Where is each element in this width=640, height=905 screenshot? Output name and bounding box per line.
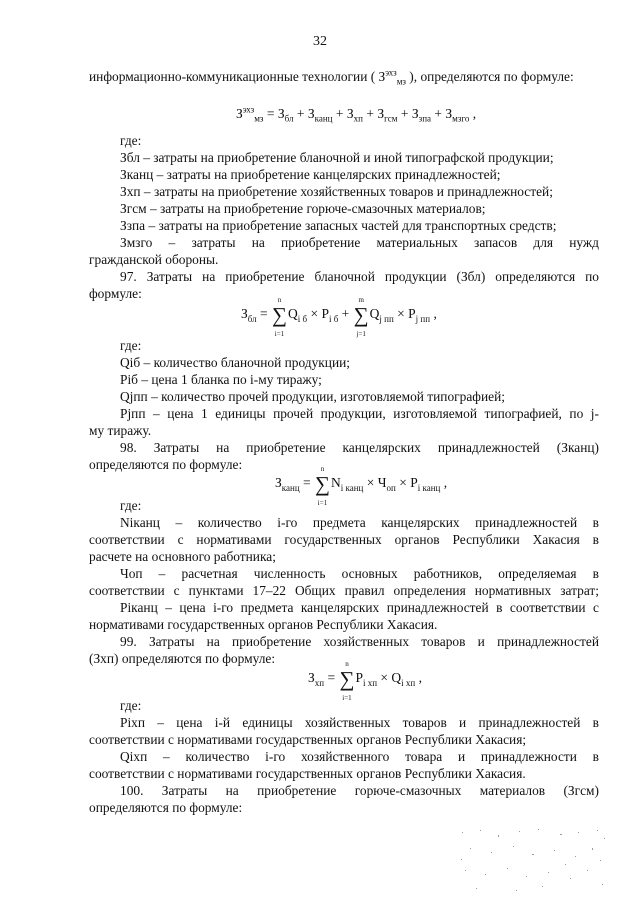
- definition-zgsm: Згсм – затраты на приобретение горюче-смазочных материалов;: [120, 201, 486, 216]
- definition-nikanc: Niканц – количество i-го предмета канцелярских принадлежностей в: [120, 515, 599, 530]
- definition-qihp: Qiхп – количество i-го хозяйственного товара и принадлежности в: [120, 749, 599, 764]
- definition-zmzgo: Змзго – затраты на приобретение материальных запасов для нужд: [120, 235, 599, 250]
- definition-pikanc-cont: нормативами государственных органов Республики Хакасия.: [89, 617, 438, 632]
- definition-pihp-cont: соответствии с нормативами государственных органов Республики Хакасия;: [89, 732, 527, 747]
- intro-line: информационно-коммуникационные технологии ( $З^{эхз}_{мз}$ ), определяются по формуле:: [89, 67, 574, 87]
- paragraph-100: 100. Затраты на приобретение горюче-смазочных материалов (Згсм): [120, 783, 599, 798]
- definition-qib: Qiб – количество бланочной продукции;: [120, 355, 350, 370]
- definition-zzpa: Ззпа – затраты на приобретение запасных частей для транспортных средств;: [120, 218, 557, 233]
- definition-nikanc-cont2: расчете на основного работника;: [89, 549, 276, 564]
- definition-pib: Piб – цена 1 бланка по i-му тиражу;: [120, 372, 322, 387]
- where-label-1: где:: [120, 133, 142, 148]
- definition-pjpp-cont: му тиражу.: [89, 423, 152, 438]
- scan-noise: [458, 826, 608, 894]
- definition-pihp: Piхп – цена i-й единицы хозяйственных товаров и принадлежностей в: [120, 715, 599, 730]
- formula-zbl: $З_{бл} = n$ ∑ $i=1Q_{i б} \times P_{i б} + m$ ∑ $j=1Q_{j пп} \times P_{j пп}$ ,: [241, 296, 437, 338]
- formula-zhp: $З_{хп} = n$ ∑ $i=1P_{i хп} \times Q_{i хп}$ ,: [308, 660, 422, 702]
- where-label-4: где:: [120, 698, 142, 713]
- definition-zhp: Зхп – затраты на приобретение хозяйственных товаров и принадлежностей;: [120, 184, 553, 199]
- page-number: 32: [313, 34, 327, 49]
- paragraph-98: 98. Затраты на приобретение канцелярских принадлежностей (Зканц): [120, 440, 599, 455]
- definition-qihp-cont: соответствии с нормативами государственных органов Республики Хакасия.: [89, 766, 526, 781]
- where-label-2: где:: [120, 338, 142, 353]
- paragraph-99-cont: (Зхп) определяются по формуле:: [89, 651, 276, 666]
- paragraph-97: 97. Затраты на приобретение бланочной продукции (Збл) определяются по: [120, 269, 599, 284]
- formula-zkanc: $З_{канц} = n$ ∑ $i=1N_{i канц} \times Ч_{оп} \times P_{i канц}$ ,: [275, 465, 448, 507]
- definition-pjpp: Pjпп – цена 1 единицы прочей продукции, изготовляемой типографией, по j-: [120, 406, 599, 421]
- definition-pikanc: Piканц – цена i-го предмета канцелярских принадлежностей в соответствии с: [120, 600, 599, 615]
- paragraph-100-cont: определяются по формуле:: [89, 800, 243, 815]
- paragraph-97-cont: формуле:: [89, 286, 142, 301]
- paragraph-99: 99. Затраты на приобретение хозяйственных товаров и принадлежностей: [120, 634, 599, 649]
- definition-zbl: Збл – затраты на приобретение бланочной и иной типографской продукции;: [120, 150, 554, 165]
- where-label-3: где:: [120, 498, 142, 513]
- definition-nikanc-cont1: соответствии с нормативами государственных органов Республики Хакасия в: [89, 532, 599, 547]
- definition-chop-cont: соответствии с пунктами 17–22 Общих правил определения нормативных затрат;: [89, 583, 599, 598]
- definition-chop: Чоп – расчетная численность основных работников, определяемая в: [120, 566, 599, 581]
- definition-zkanc: Зканц – затраты на приобретение канцелярских принадлежностей;: [120, 167, 501, 182]
- paragraph-98-cont: определяются по формуле:: [89, 457, 243, 472]
- formula-total-materials: $З^{эхз}_{мз} = З_{бл} + З_{канц} + З_{хп} + З_{гсм} + З_{зпа} + З_{мзго}$ ,: [236, 104, 477, 124]
- definition-qjpp: Qjпп – количество прочей продукции, изготовляемой типографией;: [120, 389, 505, 404]
- definition-zmzgo-cont: гражданской обороны.: [89, 252, 219, 267]
